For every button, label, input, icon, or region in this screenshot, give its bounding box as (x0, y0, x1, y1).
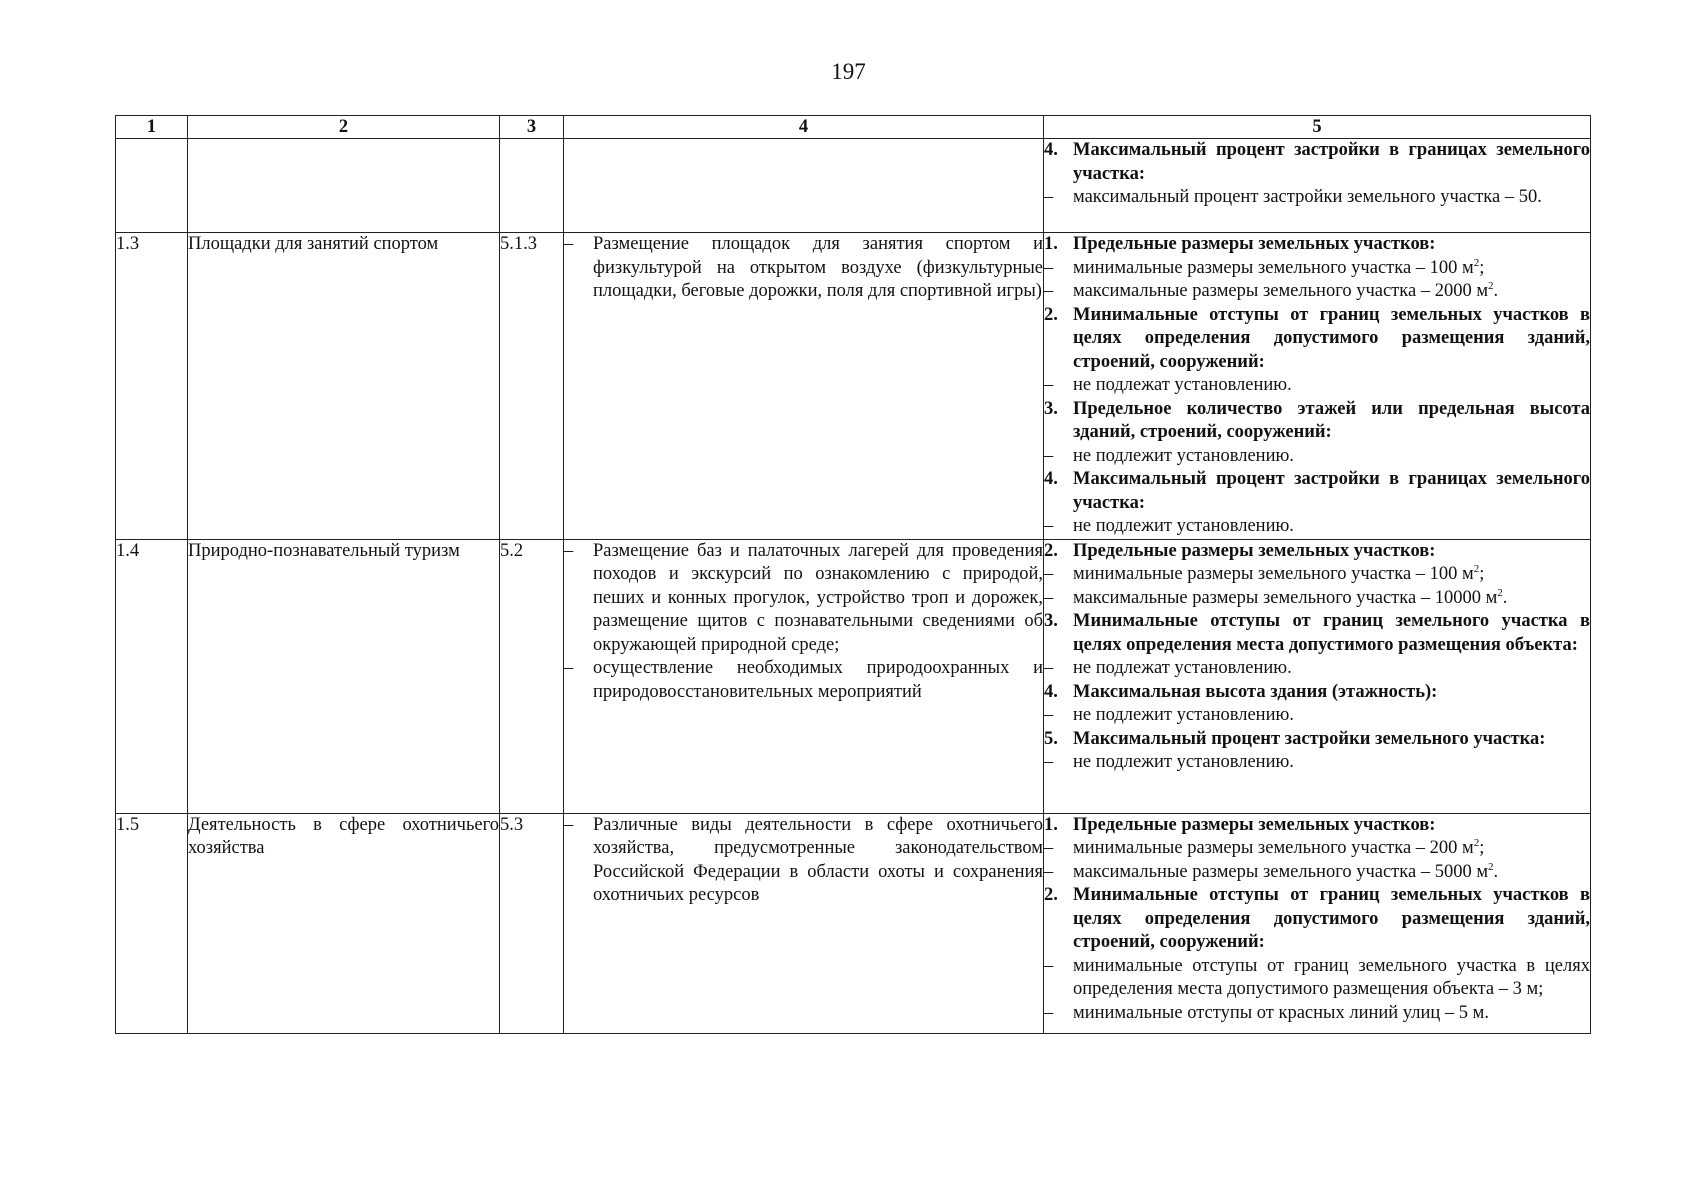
description-text: Различные виды деятельности в сфере охотничьего хозяйства, предусмотренные законодательством Российской Федерации в области охоты и сохранения охотничьих ресурсов (593, 814, 1043, 905)
land-use-code: 5.2 (500, 539, 564, 813)
parameter-value-text (1073, 955, 1590, 1002)
dash-bullet: – (1044, 257, 1054, 278)
parameter-heading-text: Максимальный процент застройки в границах земельного участка: (1073, 469, 1590, 513)
parameter-heading (1044, 681, 1590, 705)
parameter-value (1044, 587, 1590, 611)
parameter-heading-text: Минимальные отступы от границ земельного участка в целях определения места допустимого размещения объекта: (1073, 611, 1590, 655)
parameter-value-text (1073, 837, 1590, 861)
parameter-value-text (1073, 280, 1590, 304)
land-use-description (564, 813, 1044, 1033)
parameter-value-text (1073, 374, 1590, 398)
parameters-cell (1044, 813, 1591, 1033)
parameter-value-text (1073, 563, 1590, 587)
dash-bullet: – (1044, 564, 1054, 584)
parameter-number: 1. (1044, 814, 1058, 835)
superscript: 2 (1488, 860, 1494, 873)
parameter-heading-text: Минимальные отступы от границ земельных участков в целях определения допустимого размещения зданий, строений, сооружений: (1073, 885, 1590, 952)
parameter-heading (1044, 884, 1590, 955)
dash-bullet: – (1044, 752, 1054, 772)
parameter-number: 2. (1044, 885, 1058, 905)
punctuation: . (1493, 861, 1499, 882)
parameter-heading (1044, 540, 1590, 564)
parameter-value-main: минимальные размеры земельного участка – 100 м (1073, 564, 1474, 584)
dash-bullet: – (1044, 375, 1054, 395)
parameter-value (1044, 445, 1590, 469)
parameter-value-text (1073, 751, 1590, 775)
land-use-code: 5.1.3 (500, 233, 564, 540)
row-number: 1.5 (116, 813, 188, 1033)
superscript: 2 (1497, 586, 1503, 599)
parameter-value-main: минимальные размеры земельного участка – 200 м (1073, 838, 1474, 858)
land-use-name: Площадки для занятий спортом (188, 233, 500, 540)
table-body (116, 139, 1591, 1034)
parameter-heading (1044, 468, 1590, 515)
parameter-heading (1044, 139, 1590, 186)
table-row (116, 539, 1591, 813)
parameter-value (1044, 257, 1590, 281)
superscript: 2 (1473, 562, 1480, 575)
parameter-value (1044, 515, 1590, 539)
parameter-heading (1044, 398, 1590, 445)
dash-bullet: – (1044, 516, 1054, 536)
land-use-name: Природно-познавательный туризм (188, 539, 500, 813)
parameter-value-text (1073, 515, 1590, 539)
row-number (116, 139, 188, 233)
parameter-value-main: минимальные отступы от границ земельного участка в целях определения места допустимого размещения объекта – 3 м; (1073, 955, 1590, 999)
land-use-description (564, 539, 1044, 813)
dash-bullet: – (1044, 955, 1054, 976)
parameter-heading (1044, 233, 1590, 257)
parameter-heading (1044, 610, 1590, 657)
parameter-value-main: не подлежит установлению. (1073, 752, 1294, 772)
zoning-table (115, 115, 1591, 1034)
punctuation: . (1493, 281, 1499, 301)
parameter-value-text (1073, 657, 1590, 681)
description-item (564, 657, 1043, 704)
parameter-value-text (1073, 704, 1590, 728)
header-cell-4: 4 (564, 116, 1044, 139)
land-use-code (500, 139, 564, 233)
parameter-number: 4. (1044, 140, 1058, 160)
parameter-value (1044, 861, 1590, 885)
superscript: 2 (1488, 279, 1494, 292)
parameter-value (1044, 955, 1590, 1002)
header-row (116, 116, 1591, 139)
punctuation: ; (1479, 257, 1485, 278)
parameter-number: 2. (1044, 540, 1058, 561)
table-row (116, 233, 1591, 540)
parameter-value (1044, 704, 1590, 728)
parameter-heading (1044, 814, 1590, 838)
punctuation: ; (1479, 564, 1485, 584)
page-number: 197 (831, 59, 866, 84)
parameter-value (1044, 280, 1590, 304)
parameter-value-main: не подлежат установлению. (1073, 375, 1292, 395)
parameter-value-main: максимальный процент застройки земельного участка – 50. (1073, 187, 1542, 207)
land-use-description (564, 139, 1044, 233)
parameter-value-text (1073, 257, 1590, 281)
superscript: 2 (1473, 836, 1480, 849)
dash-bullet: – (564, 814, 574, 835)
parameter-heading-text: Максимальная высота здания (этажность): (1073, 681, 1438, 702)
parameter-value-main: максимальные размеры земельного участка – 10000 м (1073, 587, 1498, 608)
parameter-value-text (1073, 1002, 1590, 1026)
dash-bullet: – (564, 234, 574, 254)
parameter-heading (1044, 304, 1590, 375)
description-item (564, 814, 1043, 908)
parameter-number: 3. (1044, 611, 1058, 631)
parameter-number: 5. (1044, 728, 1058, 749)
parameter-number: 4. (1044, 469, 1058, 489)
punctuation: . (1502, 587, 1508, 608)
parameter-value-main: максимальные размеры земельного участка – 2000 м (1073, 281, 1489, 301)
parameter-value-text (1073, 861, 1590, 885)
parameter-heading-text: Минимальные отступы от границ земельных участков в целях определения допустимого размещения зданий, строений, сооружений: (1073, 304, 1590, 372)
table-row (116, 139, 1591, 233)
parameter-value-text (1073, 445, 1590, 469)
parameter-number: 2. (1044, 304, 1058, 325)
dash-bullet: – (1044, 187, 1054, 207)
parameter-heading-text: Предельные размеры земельных участков: (1073, 540, 1436, 561)
dash-bullet: – (1044, 838, 1054, 858)
parameter-value (1044, 657, 1590, 681)
description-text: Размещение площадок для занятия спортом и физкультурой на открытом воздухе (физкультурные площадки, беговые дорожки, поля для спортивной игры) (593, 234, 1043, 301)
parameter-number: 3. (1044, 398, 1058, 419)
land-use-name: Деятельность в сфере охотничьего хозяйства (188, 813, 500, 1033)
parameter-value-main: минимальные размеры земельного участка – 100 м (1073, 257, 1474, 278)
row-number: 1.3 (116, 233, 188, 540)
parameter-value (1044, 374, 1590, 398)
parameter-value-text (1073, 587, 1590, 611)
dash-bullet: – (1044, 658, 1054, 678)
header-cell-2: 2 (188, 116, 500, 139)
dash-bullet: – (1044, 861, 1054, 882)
dash-bullet: – (1044, 1002, 1054, 1023)
header-cell-5: 5 (1044, 116, 1591, 139)
parameter-value (1044, 837, 1590, 861)
land-use-description (564, 233, 1044, 540)
description-text: осуществление необходимых природоохранных и природовосстановительных мероприятий (593, 658, 1043, 702)
parameters-cell (1044, 139, 1591, 233)
parameter-number: 1. (1044, 234, 1058, 254)
row-number: 1.4 (116, 539, 188, 813)
header-cell-1: 1 (116, 116, 188, 139)
parameter-heading-text: Предельное количество этажей или предельная высота зданий, строений, сооружений: (1073, 398, 1590, 442)
parameter-heading-text: Предельные размеры земельных участков: (1073, 814, 1436, 835)
header-cell-3: 3 (500, 116, 564, 139)
dash-bullet: – (564, 658, 574, 678)
parameters-cell (1044, 233, 1591, 540)
land-use-name (188, 139, 500, 233)
parameter-value-main: максимальные размеры земельного участка – 5000 м (1073, 861, 1489, 882)
parameter-value (1044, 751, 1590, 775)
parameter-value-main: не подлежит установлению. (1073, 705, 1294, 725)
land-use-code: 5.3 (500, 813, 564, 1033)
description-text: Размещение баз и палаточных лагерей для проведения походов и экскурсий по ознакомлению с природой, пеших и конных прогулок, устройство троп и дорожек, размещение щитов с познавательными сведениями об окружающей природной среде; (593, 540, 1043, 655)
parameter-value-text (1073, 186, 1590, 210)
parameter-value-main: не подлежит установлению. (1073, 445, 1294, 466)
parameter-heading-text: Максимальный процент застройки земельного участка: (1073, 728, 1546, 749)
parameter-value (1044, 563, 1590, 587)
parameter-heading (1044, 728, 1590, 752)
parameter-number: 4. (1044, 681, 1058, 702)
dash-bullet: – (1044, 587, 1054, 608)
description-item (564, 233, 1043, 304)
parameter-value-main: не подлежат установлению. (1073, 658, 1292, 678)
dash-bullet: – (1044, 705, 1054, 725)
description-item (564, 540, 1043, 658)
parameter-heading-text: Предельные размеры земельных участков: (1073, 234, 1436, 254)
table-row (116, 813, 1591, 1033)
parameter-value (1044, 186, 1590, 210)
parameter-value (1044, 1002, 1590, 1026)
superscript: 2 (1473, 256, 1480, 269)
parameters-cell (1044, 539, 1591, 813)
parameter-value-main: минимальные отступы от красных линий улиц – 5 м. (1073, 1002, 1489, 1023)
dash-bullet: – (1044, 281, 1054, 301)
dash-bullet: – (1044, 445, 1054, 466)
punctuation: ; (1479, 838, 1485, 858)
dash-bullet: – (564, 540, 574, 561)
parameter-value-main: не подлежит установлению. (1073, 516, 1294, 536)
parameter-heading-text: Максимальный процент застройки в границах земельного участка: (1073, 140, 1590, 184)
